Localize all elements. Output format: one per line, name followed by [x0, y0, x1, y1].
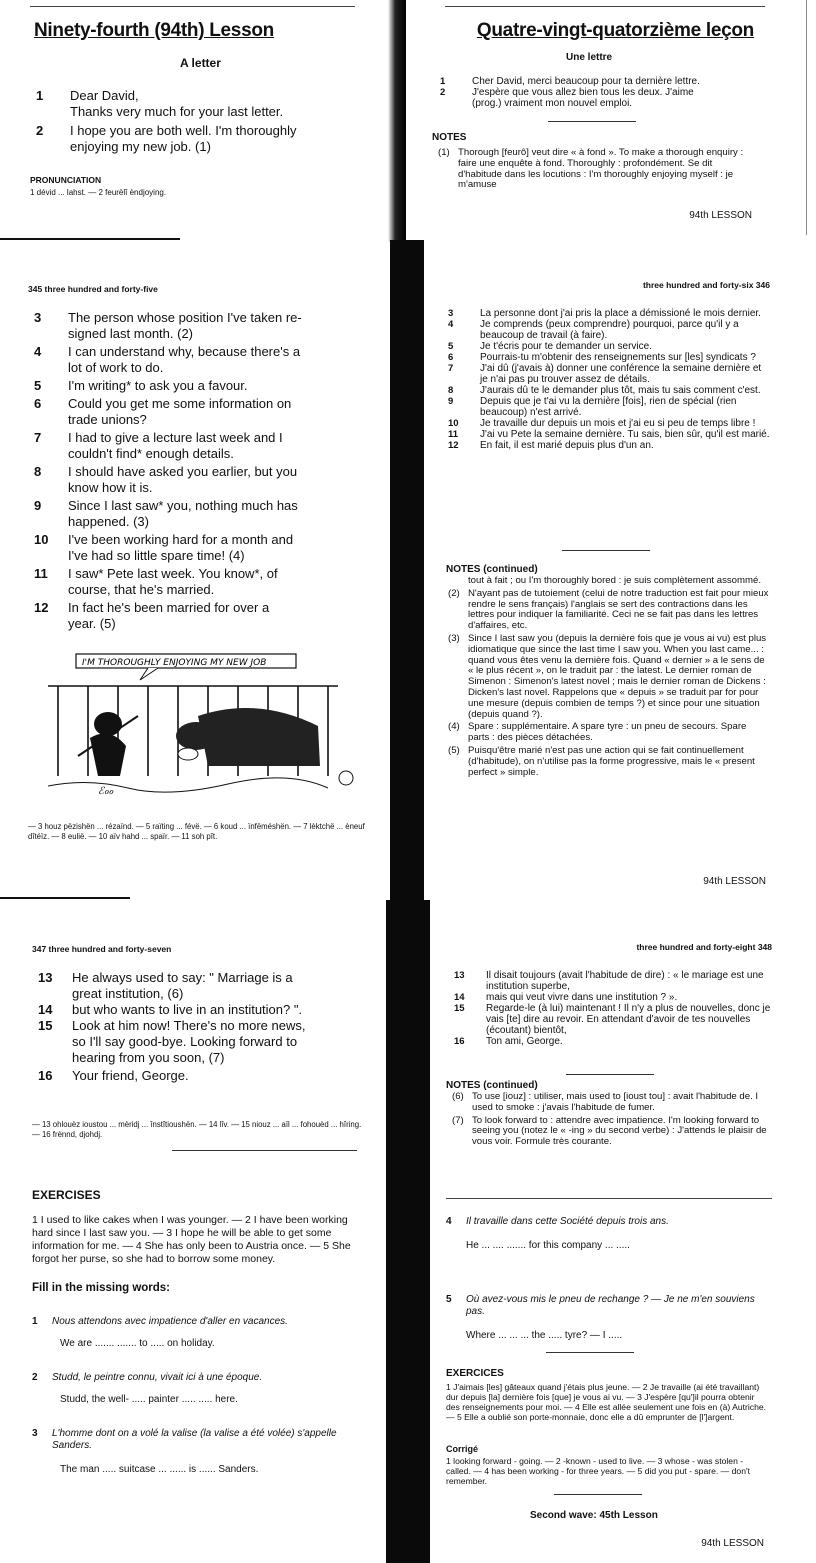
- translation-lines: [440, 308, 770, 451]
- translation-line: 3 La personne dont j'ai pris la place a démissioné le mois dernier.: [448, 308, 761, 319]
- notes-list: [452, 1092, 770, 1148]
- page-header: three hundred and forty-eight 348: [636, 942, 772, 952]
- fill-exercise: 3 L'homme dont on a volé la valise (la valise a été volée) s'appelle Sanders. The man ..... suitcase ... ...... is ...... Sanders.: [32, 1428, 368, 1478]
- dialog-line: I've had so little spare time! (4): [68, 548, 245, 563]
- note-item: (5) Puisqu'être marié n'est pas une action qui se fait continuellement (d'habitude), on n'utilise pas la forme progressive, mais le « present perfect » simple.: [448, 744, 755, 778]
- dialog-line: signed last month. (2): [68, 326, 194, 341]
- pronunciation-text: — 3 houz pëzishën ... rézaïnd. — 5 raïting ... févë. — 6 koud ... ïnfëméshën. — 7 lèktchë ... èneuf dîtéïz. — 8 eulië. — 10 aïv hahd ... spaïr. — 11 soh pît.: [28, 822, 365, 841]
- pronunciation-label: PRONUNCIATION: [30, 175, 102, 185]
- page-header: 347 three hundred and forty-seven: [32, 944, 172, 954]
- dialog-line: hearing from you soon, (7): [72, 1050, 225, 1065]
- dialog-line: 15 Look at him now! There's no more news,: [38, 1018, 306, 1033]
- dialog-line: 10 I've been working hard for a month and: [34, 532, 294, 547]
- lesson-subtitle-french: Une lettre: [566, 52, 613, 63]
- answer-key-text: 1 looking forward - going. — 2 -known - used to live. — 3 whose - was stolen - called. — 4 has been working - for three years. — 5 did you put - spare. — don't remember.: [446, 1456, 751, 1486]
- dialog-line: 16 Your friend, George.: [38, 1068, 189, 1083]
- page-2: [432, 14, 762, 229]
- translation-line: 7 J'ai dû (j'avais à) donner une conférence la semaine dernière et je n'ai pas pu trouver assez de détails.: [448, 363, 762, 385]
- dialog-line: 5 I'm writing* to ask you a favour.: [34, 378, 248, 393]
- dialog-line: 9 Since I last saw* you, nothing much has: [34, 498, 298, 513]
- note-item: (6) To use [iouz] : utiliser, mais used to [ioust tou] : avait l'habitude de. I used to smoke : j'avais l'habitude de fumer.: [452, 1091, 759, 1113]
- page-3: [28, 284, 378, 884]
- translation-line: 16 Ton ami, George.: [454, 1036, 563, 1047]
- dialog-line: trade unions?: [68, 412, 147, 427]
- page-footer: 94th LESSON: [703, 876, 766, 887]
- translation-line: 1 Cher David, merci beaucoup pour ta dernière lettre.: [440, 76, 700, 87]
- fill-exercise: 1 Nous attendons avec impatience d'aller en vacances. We are ....... ....... to ..... on holiday.: [32, 1316, 372, 1350]
- dialog-line: 2 I hope you are both well. I'm thoroughly: [36, 123, 297, 138]
- page-6: [446, 940, 778, 1558]
- lesson-title: Ninety-fourth (94th) Lesson: [34, 20, 274, 41]
- dialog-line: lot of work to do.: [68, 360, 164, 375]
- fill-answer[interactable]: The man ..... suitcase ... ...... is ...... Sanders.: [60, 1464, 259, 1475]
- exercises-text: 1 J'aimais [les] gâteaux quand j'étais plus jeune. — 2 Je travaille (ai été travaillant) dur depuis [la] dernière fois [que] je vous ai vu. — 3 J'espère [qu']il pourra obtenir des renseignements pour moi. — 4 Elle est allée seulement une fois en (à) Autriche. — 5 Elle a oublié son porte-monnaie, donc elle a dû emprunter de [l']argent.: [446, 1382, 767, 1422]
- separator: [172, 1150, 357, 1151]
- dialog-line: 6 Could you get me some information on: [34, 396, 292, 411]
- dialog-line: Thanks very much for your last letter.: [70, 104, 284, 119]
- translation-line: 8 J'aurais dû te le demander plus tôt, mais tu sais comment c'est.: [448, 385, 761, 396]
- dialog-line: know how it is.: [68, 480, 153, 495]
- dialog-line: 12 In fact he's been married for over a: [34, 600, 270, 615]
- page-header: three hundred and forty-six 346: [642, 280, 770, 290]
- exercises-text: 1 I used to like cakes when I was younger. — 2 I have been working hard since I last saw you. — 3 I hope he will be able to get some information for me. — 4 She has only been to Austria once. — 5 She forgot her purse, so she had to borrow some money.: [32, 1214, 351, 1265]
- dialog-line: 1 Dear David,: [36, 88, 139, 103]
- dialog-line: 13 He always used to say: " Marriage is a: [38, 970, 293, 985]
- cartoon-illustration: [28, 646, 358, 806]
- translation-line: (prog.) vraiment mon nouvel emploi.: [472, 98, 633, 109]
- fill-exercise: 2 Studd, le peintre connu, vivait ici à une époque. Studd, the well- ..... painter ..... ..... here.: [32, 1372, 372, 1406]
- rule-bottom-left: [0, 897, 130, 899]
- rule-top-right: [445, 6, 765, 7]
- exercises-heading: EXERCISES: [32, 1188, 101, 1202]
- second-wave: Second wave: 45th Lesson: [530, 1510, 658, 1521]
- note-item: (3) Since I last saw you (depuis la dernière fois que je vous ai vu) est plus idiomatique que since the last time I saw you. When you last came... : quand vous êtes venu la dernière fois. Quand « dernier » a le sens de « le plus récent », on le traduit par : the latest. Le dernier roman de Simenon : Simenon's latest novel ; mais le dernier roman de Dickens : Dicken's last novel. Rappelons que « depuis » se traduit par for pour une mesure (depuis combien de temps ?) et since pour une situation (depuis quand ?).: [448, 632, 767, 720]
- separator: [562, 550, 650, 551]
- separator: [546, 1352, 634, 1353]
- lesson-title-french: Quatre-vingt-quatorzième leçon: [476, 20, 754, 41]
- dialog-line: so I'll say good-bye. Looking forward to: [72, 1034, 298, 1049]
- notes-heading: NOTES: [432, 132, 467, 143]
- page-4: [440, 280, 776, 890]
- translation-line: 10 Je travaille dur depuis un mois et j'ai eu si peu de temps libre !: [448, 418, 756, 429]
- dialog-line: 4 I can understand why, because there's a: [34, 344, 301, 359]
- fill-answer[interactable]: He ... .... ....... for this company ... .....: [466, 1240, 630, 1251]
- answer-key-heading: Corrigé: [446, 1444, 479, 1454]
- note-item: tout à fait ; ou I'm thoroughly bored : je suis complètement assommé.: [468, 575, 761, 586]
- translation-lines: [432, 76, 762, 109]
- translation-line: 9 Depuis que je t'ai vu la dernière [fois], rien de spécial (rien beaucoup) n'est arrivé.: [448, 396, 737, 418]
- page-footer: 94th LESSON: [701, 1538, 764, 1549]
- dialog-lines: [28, 310, 368, 632]
- dialog-line: happened. (3): [68, 514, 149, 529]
- note-item: (1) Thorough [feurô] veut dire « à fond ». To make a thorough enquiry : faire une enquête à fond. Thoroughly : profondément. Se dit d'habitude dans les locutions : I'm thoroughly enjoying myself : je m'amuse: [438, 147, 744, 191]
- speech-bubble-text: I'M THOROUGHLY ENJOYING MY NEW JOB: [82, 658, 267, 668]
- notes-heading: NOTES (continued): [446, 564, 538, 575]
- dialog-line: 3 The person whose position I've taken re-: [34, 310, 302, 325]
- cartoon-drawing: [28, 646, 358, 806]
- notes-heading: NOTES (continued): [446, 1080, 538, 1091]
- separator: [446, 1198, 772, 1199]
- separator: [566, 1074, 654, 1075]
- dialog-line: 11 I saw* Pete last week. You know*, of: [34, 566, 278, 581]
- rule-top-left: [30, 6, 355, 7]
- edge-line-right: [806, 0, 807, 235]
- separator: [548, 121, 636, 122]
- dialog-line: year. (5): [68, 616, 116, 631]
- translation-line: 15 Regarde-le (à lui) maintenant ! Il n'y a plus de nouvelles, donc je vais [te] dire au revoir. En attendant d'avoir de tes nouvelles (écoutant) bientôt,: [454, 1003, 771, 1036]
- translation-line: 11 J'ai vu Pete la semaine dernière. Tu sais, bien sûr, qu'il est marié.: [448, 429, 770, 440]
- dialog-line: 14 but who wants to live in an institution? ".: [38, 1002, 303, 1017]
- pronunciation-text: — 13 ohlouèz ioustou ... mèridj ... înstîtioushën. — 14 lîv. — 15 niouz ... aïl ... fohouèd ... hîring. — 16 frènnd, djohdj.: [32, 1120, 362, 1139]
- dialog-line: couldn't find* enough details.: [68, 446, 234, 461]
- translation-line: 6 Pourrais-tu m'obtenir des renseignements sur [les] syndicats ?: [448, 352, 756, 363]
- fill-exercise: 4 Il travaille dans cette Société depuis trois ans. He ... .... ....... for this company ... .....: [446, 1216, 772, 1254]
- page-header: 345 three hundred and forty-five: [28, 284, 158, 294]
- translation-line: 12 En fait, il est marié depuis plus d'un an.: [448, 440, 654, 451]
- dialog-lines: [32, 970, 372, 1084]
- page-5: [32, 944, 382, 1554]
- translation-line: 2 J'espère que vous allez bien tous les deux. J'aime: [440, 87, 694, 98]
- fill-answer[interactable]: Studd, the well- ..... painter ..... ..... here.: [60, 1394, 238, 1405]
- rule-mid-left: [0, 238, 180, 240]
- dialog-line: 7 I had to give a lecture last week and I: [34, 430, 283, 445]
- fill-answer[interactable]: Where ... ... ... the ..... tyre? — I .....: [466, 1330, 623, 1341]
- lesson-subtitle: A letter: [180, 56, 221, 70]
- dialog-line: great institution, (6): [72, 986, 184, 1001]
- separator: [554, 1494, 642, 1495]
- exercises-heading: EXERCICES: [446, 1368, 504, 1379]
- page-1: [30, 14, 370, 229]
- translation-line: 5 Je t'écris pour te demander un service.: [448, 341, 652, 352]
- signature-scribble: ℰℴℴ: [98, 786, 114, 797]
- translation-line: 13 Il disait toujours (avait l'habitude de dire) : « le mariage est une institution superbe,: [454, 970, 764, 992]
- translation-line: 4 Je comprends (peux comprendre) pourquoi, parce qu'il y a beaucoup de travail (à faire).: [448, 319, 739, 341]
- spine-bottom: [386, 900, 430, 1563]
- fill-heading: Fill in the missing words:: [32, 1282, 171, 1294]
- dialog-line: enjoying my new job. (1): [70, 139, 211, 154]
- translation-line: 14 mais qui veut vivre dans une institution ? ».: [454, 992, 678, 1003]
- note-item: (4) Spare : supplémentaire. A spare tyre : un pneu de secours. Spare parts : des pièces détachées.: [448, 721, 747, 744]
- spine-middle: [390, 240, 424, 900]
- note-item: (2) N'ayant pas de tutoiement (celui de notre traduction est fait pour mieux rendre le sens français) l'anglais se sert des contractions dans les lettres pour indiquer la familiarité. Ceci ne se fait pas dans les lettres d'affaires, etc.: [448, 587, 769, 632]
- pronunciation-text: 1 dévid ... lahst. — 2 feurèlî èndjoying.: [30, 188, 167, 197]
- translation-lines: [446, 970, 772, 1047]
- dialog-line: course, that he's married.: [68, 582, 215, 597]
- notes-list: [448, 576, 770, 778]
- dialog-lines: [30, 88, 370, 155]
- fill-exercise: 5 Où avez-vous mis le pneu de rechange ? — Je ne m'en souviens pas. Where ... ... ... the ..... tyre? — I .....: [446, 1294, 772, 1344]
- page-footer: 94th LESSON: [689, 210, 752, 221]
- dialog-line: 8 I should have asked you earlier, but you: [34, 464, 298, 479]
- fill-answer[interactable]: We are ....... ....... to ..... on holiday.: [60, 1338, 215, 1349]
- note-item: (7) To look forward to : attendre avec impatience. I'm looking forward to seeing you (notez le « -ing » du second verbe) : J'attends le plaisir de vous voir. Formule très courante.: [452, 1114, 767, 1148]
- spine-top: [388, 0, 406, 242]
